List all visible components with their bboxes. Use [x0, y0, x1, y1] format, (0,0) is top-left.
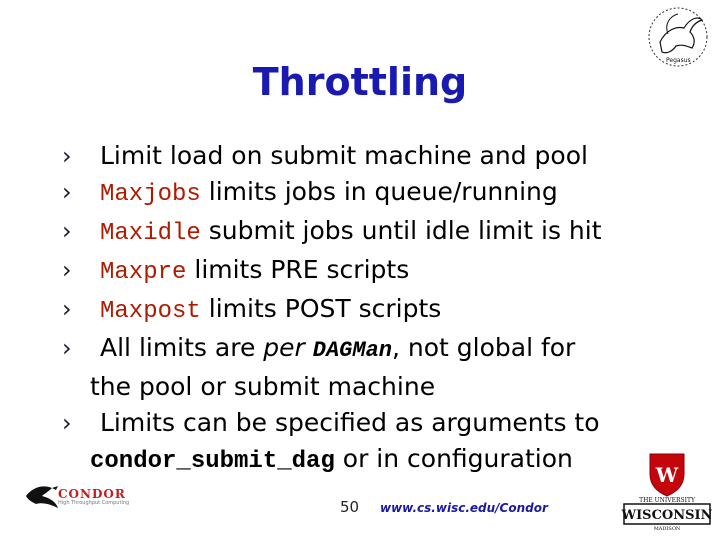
bullet-text: All limits are	[100, 333, 264, 362]
uw-top-text: THE UNIVERSITY	[639, 497, 695, 504]
code-term: Maxpre	[100, 259, 187, 286]
bullet-text: submit jobs until idle limit is hit	[200, 216, 602, 245]
uw-crest-icon	[620, 452, 714, 532]
uw-bottom-text: MADISON	[653, 526, 681, 532]
bullet-item	[62, 405, 702, 480]
bullet-text: limits POST scripts	[200, 294, 442, 323]
code-term: Maxjobs	[100, 181, 201, 208]
bullet-chevron-icon: ›	[62, 295, 72, 323]
bullet-list	[62, 138, 702, 480]
condor-subtitle: High Throughput Computing	[58, 500, 130, 506]
bullet-chevron-icon: ›	[62, 178, 72, 206]
uw-name-text: WISCONSIN	[621, 508, 713, 523]
bullet-continuation: or in configuration	[334, 444, 573, 473]
bullet-item	[62, 138, 702, 174]
bullet-text: limits PRE scripts	[186, 255, 410, 284]
pegasus-logo-icon	[646, 6, 710, 68]
bullet-chevron-icon: ›	[62, 334, 72, 362]
pegasus-label: Pegasus	[666, 57, 691, 64]
bullet-chevron-icon: ›	[62, 142, 72, 170]
bullet-chevron-icon: ›	[62, 409, 72, 437]
bullet-continuation: the pool or submit machine	[90, 372, 436, 401]
bullet-text: Limit load on submit machine and pool	[100, 141, 588, 170]
code-term: condor_submit_dag	[90, 448, 335, 475]
bullet-text: limits jobs in queue/running	[200, 177, 558, 206]
code-term: Maxpost	[100, 298, 201, 325]
bullet-item	[62, 213, 702, 252]
emphasis-per: per	[263, 333, 305, 362]
bullet-item	[62, 330, 702, 405]
slide-title: Throttling	[252, 60, 468, 104]
condor-wordmark: CONDOR	[58, 487, 126, 501]
bullet-chevron-icon: ›	[62, 256, 72, 284]
page-number: 50	[340, 498, 360, 516]
bullet-chevron-icon: ›	[62, 217, 72, 245]
dagman-term: DAGMan	[312, 338, 392, 363]
uw-crest-letter: W	[655, 463, 679, 487]
bullet-item	[62, 252, 702, 291]
bullet-text: , not global for	[391, 333, 576, 362]
code-term: Maxidle	[100, 220, 201, 247]
footer-url[interactable]: www.cs.wisc.edu/Condor	[380, 501, 548, 515]
bullet-text: Limits can be specified as arguments to	[100, 408, 600, 437]
bullet-item	[62, 174, 702, 213]
bullet-item	[62, 291, 702, 330]
